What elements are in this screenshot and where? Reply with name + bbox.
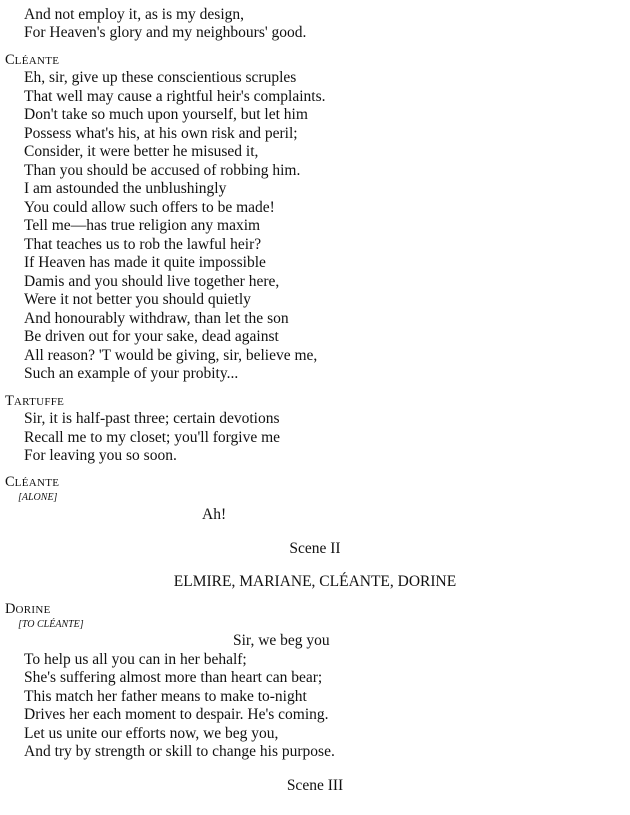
verse-line: And not employ it, as is my design, (24, 6, 245, 23)
speaker-initial: C (5, 474, 15, 490)
speaker-cleante (5, 52, 59, 69)
verse-line: Tell me—has true religion any maxim (24, 217, 261, 234)
verse-line: That well may cause a rightful heir's complaints. (24, 87, 326, 105)
verse-line: Sir, we beg you (233, 632, 330, 649)
speaker-rest: LÉANTE (14, 55, 60, 67)
speaker-initial: C (5, 52, 15, 68)
stage-direction: [TO CLÉANTE] (18, 619, 84, 630)
speaker-initial: D (5, 601, 16, 617)
verse-line: Don't take so much upon yourself, but let him (24, 106, 308, 123)
verse-line: Consider, it were better he misused it, (24, 143, 259, 160)
verse-line: Be driven out for your sake, dead against (24, 328, 279, 345)
scene-title: Scene II (289, 540, 341, 557)
scene-characters: ELMIRE, MARIANE, CLÉANTE, DORINE (173, 573, 457, 590)
verse-line: She's suffering almost more than heart can bear; (24, 669, 323, 686)
verse-line: Were it not better you should quietly (24, 291, 251, 308)
verse-line: Than you should be accused of robbing him. (24, 161, 301, 179)
speaker-rest: ARTUFFE (13, 396, 65, 408)
verse-line: Eh, sir, give up these conscientious scruples (24, 69, 297, 86)
verse-line: To help us all you can in her behalf; (24, 650, 247, 668)
speaker-rest: LÉANTE (14, 477, 60, 489)
verse-line: And try by strength or skill to change his purpose. (24, 743, 335, 760)
verse-line: Such an example of your probity... (24, 365, 239, 382)
speaker-dorine (5, 601, 51, 618)
verse-line: Let us unite our efforts now, we beg you, (24, 724, 279, 742)
speaker-initial: T (5, 393, 14, 409)
verse-line: Ah! (202, 506, 227, 523)
verse-line: You could allow such offers to be made! (24, 198, 275, 216)
verse-line: This match her father means to make to-night (24, 687, 307, 705)
scene-title: Scene III (286, 777, 344, 794)
verse-line: If Heaven has made it quite impossible (24, 254, 266, 271)
verse-line: I am astounded the unblushingly (24, 180, 227, 197)
verse-line: Recall me to my closet; you'll forgive me (24, 428, 281, 446)
verse-line: And honourably withdraw, than let the son (24, 309, 289, 327)
speaker-rest: ORINE (15, 604, 51, 616)
speaker-cleante (5, 474, 59, 491)
verse-line: For Heaven's glory and my neighbours' good. (24, 24, 307, 41)
verse-line: Sir, it is half-past three; certain devotions (24, 410, 280, 427)
verse-line: All reason? 'T would be giving, sir, believe me, (24, 346, 318, 364)
verse-line: Possess what's his, at his own risk and peril; (24, 124, 298, 142)
verse-line: That teaches us to rob the lawful heir? (24, 235, 262, 253)
verse-line: Drives her each moment to despair. He's coming. (24, 706, 329, 723)
stage-direction: [ALONE] (18, 492, 58, 503)
verse-line: For leaving you so soon. (24, 447, 177, 464)
speaker-tartuffe (5, 393, 64, 410)
verse-line: Damis and you should live together here, (24, 272, 280, 290)
